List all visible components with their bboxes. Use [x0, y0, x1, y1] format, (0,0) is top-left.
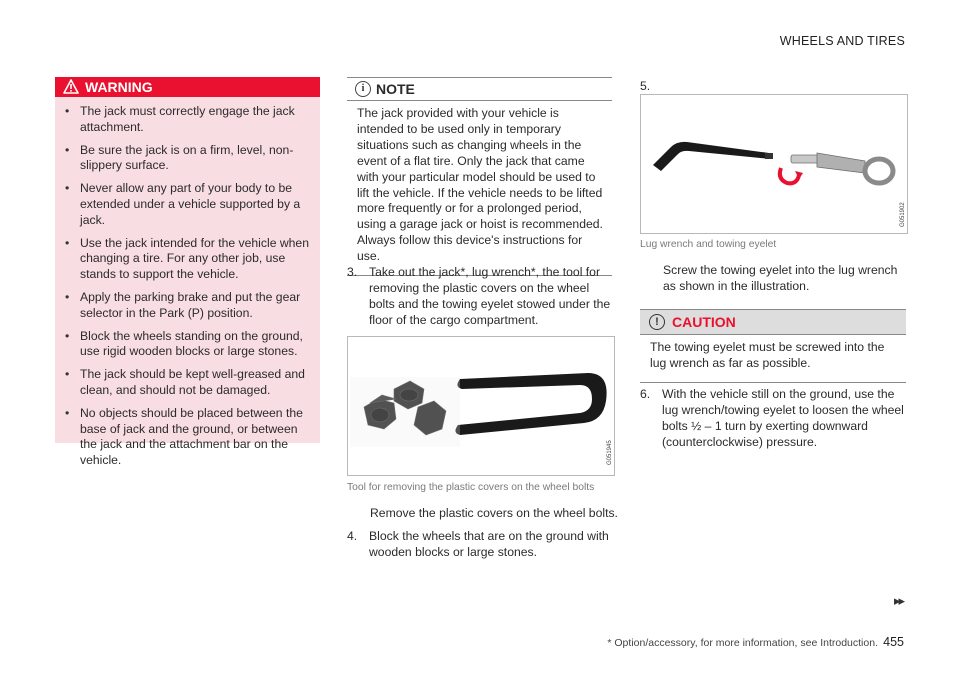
- figure-caption: Tool for removing the plastic covers on the wheel bolts: [347, 482, 595, 493]
- warning-item: • The jack should be kept well-greased and clean, and should not be damaged.: [65, 367, 310, 399]
- warning-item: • Block the wheels standing on the ground, use rigid wooden blocks or large stones.: [65, 329, 310, 361]
- note-header: [347, 78, 612, 101]
- warning-item: • Be sure the jack is on a firm, level, non-slippery surface.: [65, 143, 310, 175]
- warning-triangle-icon: [63, 79, 79, 94]
- note-box: [347, 77, 612, 276]
- lug-wrench-illustration: [641, 95, 907, 233]
- step-5-followup: Screw the towing eyelet into the lug wrench as shown in the illustration.: [663, 263, 898, 293]
- warning-title: WARNING: [85, 79, 153, 95]
- step-number: 6.: [640, 387, 651, 401]
- exclamation-icon: !: [649, 314, 665, 330]
- step-text: Take out the jack*, lug wrench*, the tool for removing the plastic covers on the wheel bolts and the towing eyelet stowed under the floor of the cargo compartment.: [369, 265, 611, 327]
- caution-box: [640, 309, 906, 383]
- warning-item: • Use the jack intended for the vehicle when changing a tire. For any other job, use stands to support the vehicle.: [65, 236, 310, 283]
- info-icon: i: [355, 81, 371, 97]
- warning-box: [55, 77, 320, 468]
- step-number: 3.: [347, 265, 358, 279]
- step-3: [347, 265, 615, 329]
- step-6: [640, 387, 910, 451]
- note-title: NOTE: [376, 81, 415, 97]
- warning-list: [55, 97, 320, 469]
- cover-removal-tool-illustration: [348, 337, 614, 475]
- page-number: 455: [883, 635, 904, 649]
- warning-item: • The jack must correctly engage the jack attachment.: [65, 104, 310, 136]
- figure-cover-removal-tool: [347, 336, 615, 476]
- figure-lug-wrench-eyelet: [640, 94, 908, 234]
- caution-body: The towing eyelet must be screwed into the lug wrench as far as possible.: [650, 340, 885, 370]
- footnote: * Option/accessory, for more information, see Introduction.: [607, 637, 878, 649]
- step-4: [347, 529, 615, 561]
- caution-header: [640, 309, 906, 335]
- section-title: WHEELS AND TIRES: [779, 34, 905, 48]
- step-3-followup: Remove the plastic covers on the wheel bolts.: [370, 506, 618, 520]
- step-text: With the vehicle still on the ground, use the lug wrench/towing eyelet to loosen the wheel bolts ½ – 1 turn by exerting downward (counterclockwise) pressure.: [662, 387, 904, 449]
- figure-code: G051945: [607, 440, 613, 465]
- continue-arrows-icon: ▸▸: [893, 593, 903, 608]
- warning-item: • Apply the parking brake and put the gear selector in the Park (P) position.: [65, 290, 310, 322]
- step-5-number: 5.: [640, 79, 651, 93]
- warning-header: [55, 77, 320, 97]
- step-number: 4.: [347, 529, 358, 543]
- figure-caption: Lug wrench and towing eyelet: [640, 239, 777, 250]
- warning-item: • No objects should be placed between the base of jack and the ground, or between the jack and the attachment bar on the vehicle.: [65, 406, 310, 469]
- figure-code: G051902: [900, 202, 906, 227]
- warning-item: • Never allow any part of your body to be extended under a vehicle supported by a jack.: [65, 181, 310, 228]
- step-text: Block the wheels that are on the ground with wooden blocks or large stones.: [369, 529, 609, 559]
- caution-title: CAUTION: [672, 314, 736, 330]
- note-body: The jack provided with your vehicle is intended to be used only in temporary situations such as changing wheels in the event of a flat tire. Only the jack that came with your particular model should be used to lift the vehicle. If the vehicle needs to be lifted more frequently or for a prolonged period, using a garage jack or hoist is recommended. Always follow this device's instructions for use.: [357, 106, 603, 264]
